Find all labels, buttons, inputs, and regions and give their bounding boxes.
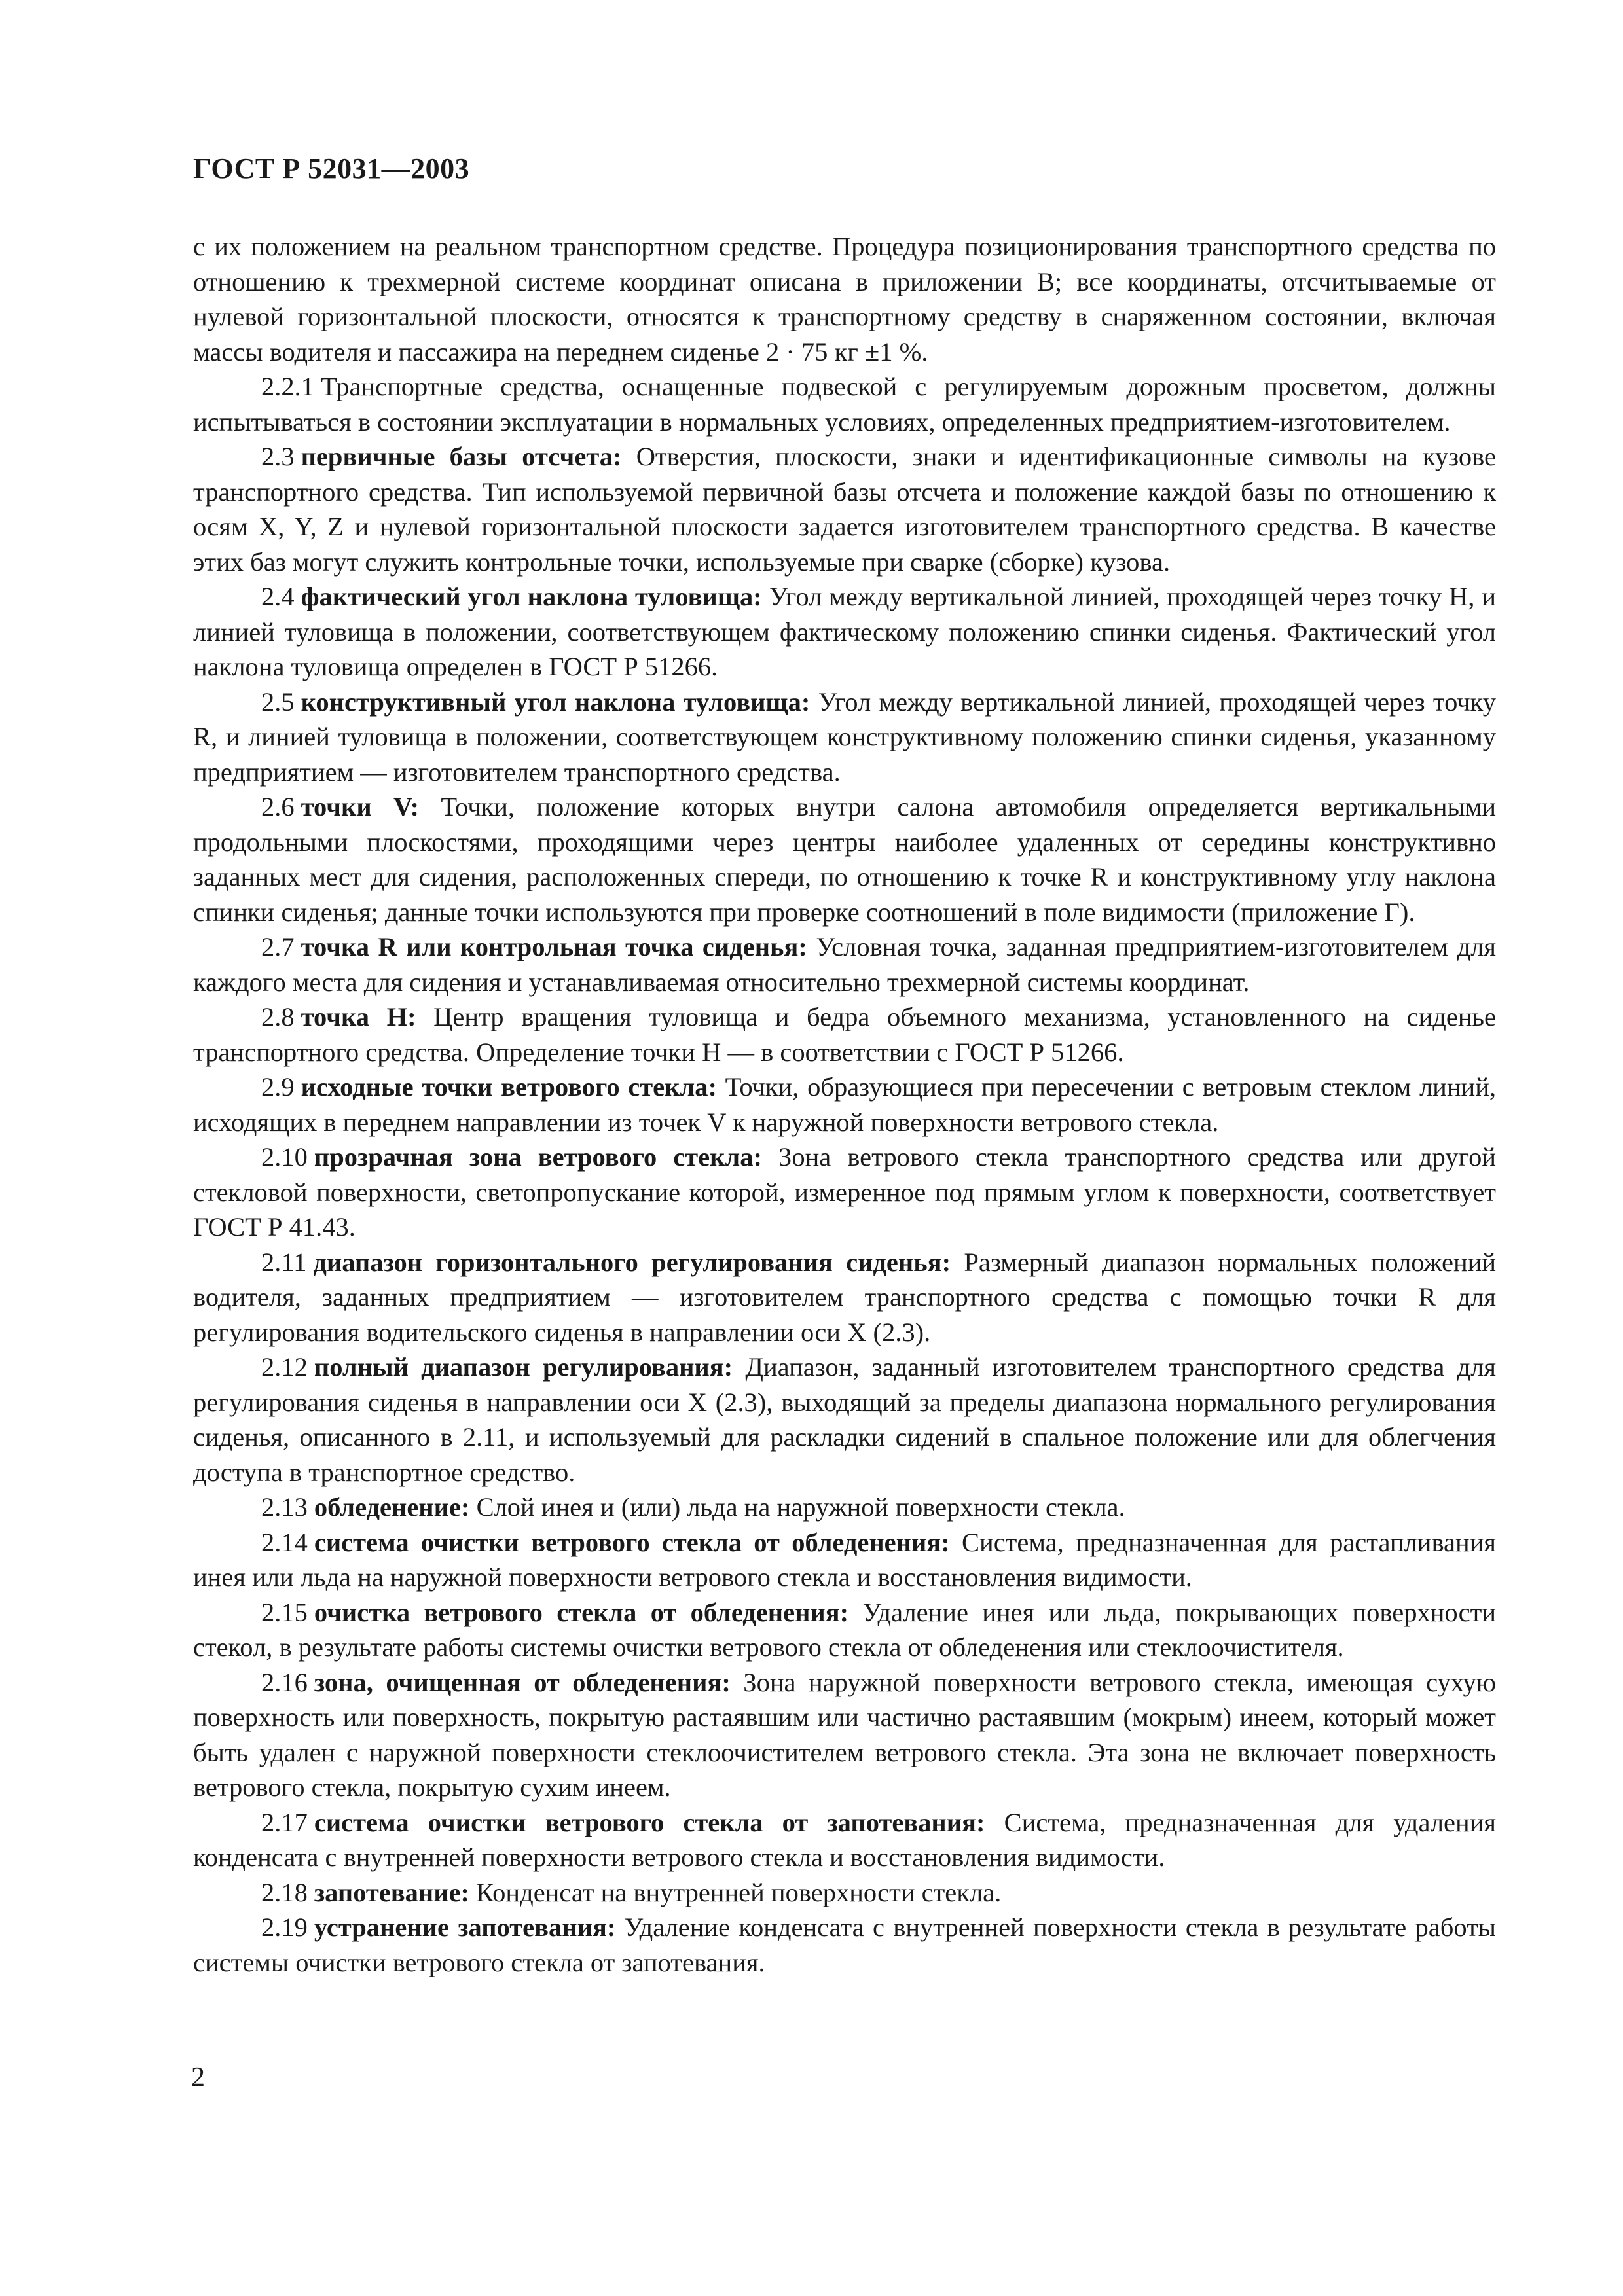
clause-number: 2.14 (261, 1527, 308, 1557)
clause-number: 2.10 (261, 1142, 308, 1172)
clause-number: 2.6 (261, 792, 295, 821)
clause-2-15 (193, 1595, 1496, 1665)
clause-text: Центр вращения туловища и бедра объемного механизма, установленного на сиденье транспортного средства. Определение точки Н — в соответствии с ГОСТ Р 51266. (193, 1002, 1497, 1067)
clause-2-14 (193, 1525, 1496, 1595)
clause-number: 2.17 (261, 1807, 308, 1837)
clause-2-8 (193, 999, 1496, 1069)
clause-2-5 (193, 685, 1496, 790)
clause-term: прозрачная зона ветрового стекла: (314, 1142, 762, 1172)
clause-number: 2.15 (261, 1597, 308, 1627)
clause-term: точки V: (301, 792, 420, 821)
clause-2-3 (193, 439, 1496, 579)
clause-term: конструктивный угол наклона туловища: (301, 687, 811, 717)
clause-term: обледенение: (314, 1492, 470, 1522)
clause-text: Удаление инея или льда, покрывающих поверхности стекол, в результате работы системы очистки ветрового стекла от обледенения или стеклоочистителя. (193, 1597, 1496, 1662)
clause-term: полный диапазон регулирования: (314, 1352, 733, 1382)
clause-2-10 (193, 1139, 1496, 1245)
clause-number: 2.3 (261, 442, 295, 471)
clause-term: запотевание: (314, 1877, 470, 1907)
clause-term: фактический угол наклона туловища: (301, 582, 762, 611)
intro-paragraph: с их положением на реальном транспортном средстве. Процедура позиционирования транспортного средства по отношению к трехмерной системе координат описана в приложении В; все координаты, отсчитываемые от нулевой горизонтальной плоскости, относятся к транспортному средству в снаряженном состоянии, включая массы водителя и пассажира на переднем сиденье 2 · 75 кг ±1 %. (193, 232, 1496, 367)
clause-text: Размерный диапазон нормальных положений водителя, заданных предприятием — изготовителем транспортного средства с помощью точки R для регулирования водительского сиденья в направлении оси X (2.3). (193, 1247, 1496, 1347)
clause-term: зона, очищенная от обледенения: (314, 1667, 731, 1697)
clause-number: 2.12 (261, 1352, 308, 1382)
clause-term: первичные базы отсчета: (301, 442, 622, 471)
clause-number: 2.13 (261, 1492, 308, 1522)
clause-term: точка Н: (301, 1002, 416, 1031)
clause-2-6 (193, 789, 1496, 929)
clause-2-17 (193, 1805, 1496, 1875)
clause-text: Слой инея и (или) льда на наружной поверхности стекла. (476, 1492, 1125, 1522)
clause-number: 2.16 (261, 1667, 308, 1697)
clause-text: Диапазон, заданный изготовителем транспортного средства для регулирования сиденья в направлении оси X (2.3), выходящий за пределы диапазона нормального регулирования сиденья, описанного в 2.11, и используемый для раскладки сидений в спальное положение или для облегчения доступа в транспортное средство. (193, 1352, 1496, 1487)
clause-2-16 (193, 1665, 1496, 1805)
clause-term: диапазон горизонтального регулирования сиденья: (313, 1247, 951, 1277)
document-header: ГОСТ Р 52031—2003 (193, 152, 470, 185)
clause-2-2-1 (193, 369, 1496, 439)
clause-text: Условная точка, заданная предприятием-изготовителем для каждого места для сидения и устанавливаемая относительно трехмерной системы координат. (193, 932, 1497, 997)
clause-text: Система, предназначенная для удаления конденсата с внутренней поверхности ветрового стекла и восстановления видимости. (193, 1807, 1497, 1872)
clause-text: Конденсат на внутренней поверхности стекла. (476, 1877, 1002, 1907)
clause-2-11 (193, 1245, 1496, 1350)
clause-text: Точки, положение которых внутри салона автомобиля определяется вертикальными продольными плоскостями, проходящими через центры наиболее удаленных от середины конструктивно заданных мест для сидения, расположенных спереди, по отношению к точке R и конструктивному углу наклона спинки сиденья; данные точки используются при проверке соотношений в поле видимости (приложение Г). (193, 792, 1496, 927)
clause-text: Система, предназначенная для растапливания инея или льда на наружной поверхности ветрового стекла и восстановления видимости. (193, 1527, 1497, 1592)
clause-number: 2.19 (261, 1912, 308, 1942)
clause-term: точка R или контрольная точка сиденья: (301, 932, 807, 961)
clause-number: 2.5 (261, 687, 295, 717)
clause-number: 2.8 (261, 1002, 295, 1031)
clause-2-18 (193, 1875, 1496, 1910)
clause-text: Угол между вертикальной линией, проходящей через точку R, и линией туловища в положении, соответствующем конструктивному положению спинки сиденья, указанному предприятием — изготовителем транспортного средства. (193, 687, 1496, 787)
clause-2-13 (193, 1490, 1496, 1525)
clause-number: 2.9 (261, 1072, 295, 1102)
clause-2-12 (193, 1350, 1496, 1490)
clause-text: Транспортные средства, оснащенные подвеской с регулируемым дорожным просветом, должны испытываться в состоянии эксплуатации в нормальных условиях, определенных предприятием-изготовителем. (193, 372, 1496, 437)
clause-term: устранение запотевания: (314, 1912, 616, 1942)
clause-number: 2.2.1 (261, 372, 314, 401)
clause-text: Угол между вертикальной линией, проходящей через точку Н, и линией туловища в положении, соответствующем фактическому положению спинки сиденья. Фактический угол наклона туловища определен в ГОСТ Р 51266. (193, 582, 1496, 681)
clause-number: 2.7 (261, 932, 295, 961)
clause-number: 2.18 (261, 1877, 308, 1907)
clause-2-9 (193, 1069, 1496, 1139)
clause-term: исходные точки ветрового стекла: (301, 1072, 717, 1102)
clause-text: Удаление конденсата с внутренней поверхности стекла в результате работы системы очистки ветрового стекла от запотевания. (193, 1912, 1497, 1977)
document-body (193, 229, 1496, 1980)
clause-text: Зона наружной поверхности ветрового стекла, имеющая сухую поверхность или поверхность, покрытую растаявшим или частично растаявшим (мокрым) инеем, который может быть удален с наружной поверхности стеклоочистителем ветрового стекла. Эта зона не включает поверхность ветрового стекла, покрытую сухим инеем. (193, 1667, 1496, 1802)
clause-number: 2.4 (261, 582, 295, 611)
clause-2-19 (193, 1910, 1496, 1980)
page-number: 2 (191, 2062, 205, 2092)
clause-text: Зона ветрового стекла транспортного средства или другой стекловой поверхности, светопропускание которой, измеренное под прямым углом к поверхности, соответствует ГОСТ Р 41.43. (193, 1142, 1497, 1242)
clause-term: система очистки ветрового стекла от запотевания: (314, 1807, 985, 1837)
clause-2-7 (193, 929, 1496, 999)
clause-number: 2.11 (261, 1247, 307, 1277)
clause-term: очистка ветрового стекла от обледенения: (314, 1597, 849, 1627)
clause-2-4 (193, 579, 1496, 685)
clause-text: Точки, образующиеся при пересечении с ветровым стеклом линий, исходящих в переднем направлении из точек V к наружной поверхности ветрового стекла. (193, 1072, 1496, 1137)
clause-term: система очистки ветрового стекла от обледенения: (314, 1527, 950, 1557)
clause-text: Отверстия, плоскости, знаки и идентификационные символы на кузове транспортного средства. Тип используемой первичной базы отсчета и положение каждой базы по отношению к осям X, Y, Z и нулевой горизонтальной плоскости задается изготовителем транспортного средства. В качестве этих баз могут служить контрольные точки, используемые при сварке (сборке) кузова. (193, 442, 1496, 577)
